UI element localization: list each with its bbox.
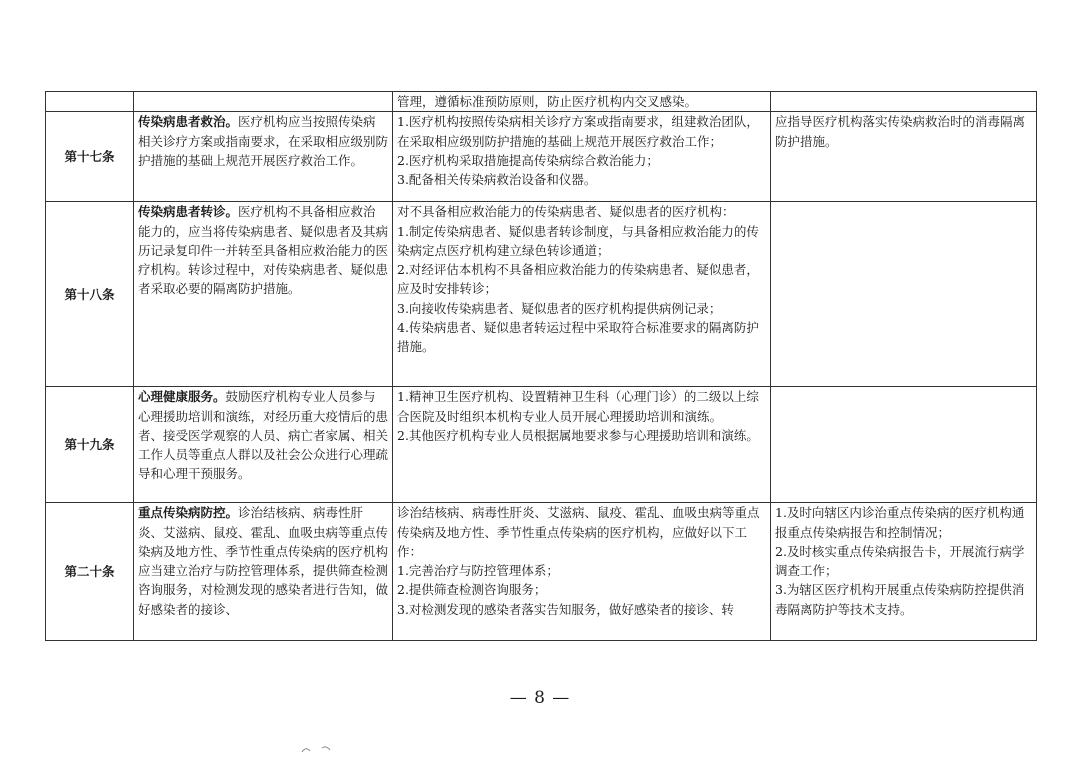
provision-cell: [134, 503, 393, 641]
measure-item: 1.精神卫生医疗机构、设置精神卫生科（心理门诊）的二级以上综合医院及时组织本机构专业人员开展心理援助培训和演练。: [397, 389, 759, 424]
measure-item: 1.制定传染病患者、疑似患者转诊制度，与具备相应救治能力的传染病定点医疗机构建立绿色转诊通道；: [397, 223, 759, 258]
measure-item: 3.向接收传染病患者、疑似患者的医疗机构提供病例记录；: [397, 300, 722, 316]
measures-cell: [393, 92, 771, 112]
measure-item: 诊治结核病、病毒性肝炎、艾滋病、鼠疫、霍乱、血吸虫病等重点传染病及地方性、季节性重点传染病的医疗机构，应做好以下工作：: [397, 505, 760, 559]
measure-item: 2.提供筛查检测咨询服务；: [397, 582, 547, 598]
provision-title: 传染病患者救治。: [138, 114, 239, 130]
table-row: [46, 92, 1037, 112]
table-row: [46, 503, 1037, 641]
measure-item: 管理，遵循标准预防原则，防止医疗机构内交叉感染。: [397, 94, 698, 109]
measure-item: 1.完善治疗与防控管理体系；: [397, 563, 559, 579]
supervision-cell: [771, 202, 1037, 387]
table-row: [46, 202, 1037, 387]
scan-smudge-icon: [300, 742, 340, 756]
measure-item: 2.其他医疗机构专业人员根据属地要求参与心理援助培训和演练。: [397, 427, 759, 443]
measures-cell: [393, 503, 771, 641]
supervision-item: 3.为辖区医疗机构开展重点传染病防控提供消毒隔离防护等技术支持。: [775, 582, 1025, 617]
article-number: [46, 92, 134, 112]
supervision-item: 应指导医疗机构落实传染病救治时的消毒隔离防护措施。: [775, 114, 1026, 149]
provision-title: 传染病患者转诊。: [138, 204, 239, 220]
measure-item: 4.传染病患者、疑似患者转运过程中采取符合标准要求的隔离防护措施。: [397, 320, 759, 355]
supervision-item: 1.及时向辖区内诊治重点传染病的医疗机构通报重点传染病报告和控制情况；: [775, 505, 1025, 540]
table-row: [46, 112, 1037, 202]
provision-title: 心理健康服务。: [138, 389, 226, 405]
article-number: 第十八条: [46, 202, 134, 387]
measure-item: 1.医疗机构按照传染病相关诊疗方案或指南要求，组建救治团队，在采取相应级别防护措施的基础上规范开展医疗救治工作；: [397, 114, 759, 149]
table-row: [46, 387, 1037, 503]
provision-text: 医疗机构不具备相应救治能力的，应当将传染病患者、疑似患者及其病历记录复印件一并转至具备相应救治能力的医疗机构。转诊过程中，对传染病患者、疑似患者采取必要的隔离防护措施。: [138, 204, 389, 297]
provision-cell: [134, 92, 393, 112]
measures-cell: [393, 202, 771, 387]
provision-text: 鼓励医疗机构专业人员参与心理援助培训和演练，对经历重大疫情后的患者、接受医学观察的人员、病亡者家属、相关工作人员等重点人群以及社会公众进行心理疏导和心理干预服务。: [138, 389, 389, 482]
supervision-cell: [771, 112, 1037, 202]
supervision-cell: [771, 387, 1037, 503]
measures-cell: [393, 112, 771, 202]
provision-title: 重点传染病防控。: [138, 505, 239, 521]
article-number: 第十九条: [46, 387, 134, 503]
measure-item: 2.对经评估本机构不具备相应救治能力的传染病患者、疑似患者，应及时安排转诊；: [397, 262, 759, 297]
supervision-item: 2.及时核实重点传染病报告卡，开展流行病学调查工作；: [775, 543, 1025, 579]
measure-item: 3.配备相关传染病救治设备和仪器。: [397, 172, 597, 188]
page-number: — 8 —: [509, 688, 571, 708]
article-number: 第二十条: [46, 503, 134, 641]
regulation-table: [45, 91, 1037, 641]
supervision-cell: [771, 503, 1037, 641]
supervision-cell: [771, 92, 1037, 112]
provision-cell: [134, 387, 393, 503]
measure-item: 对不具备相应救治能力的传染病患者、疑似患者的医疗机构：: [397, 204, 735, 220]
provision-cell: [134, 202, 393, 387]
provision-text: 医疗机构应当按照传染病相关诊疗方案或指南要求，在采取相应级别防护措施的基础上规范开展医疗救治工作。: [138, 114, 389, 168]
article-number: 第十七条: [46, 112, 134, 202]
provision-cell: [134, 112, 393, 202]
measure-item: 3.对检测发现的感染者落实告知服务，做好感染者的接诊、转: [397, 601, 734, 617]
measures-cell: [393, 387, 771, 503]
measure-item: 2.医疗机构采取措施提高传染病综合救治能力；: [397, 152, 659, 168]
provision-text: 诊治结核病、病毒性肝炎、艾滋病、鼠疫、霍乱、血吸虫病等重点传染病及地方性、季节性重点传染病的医疗机构应当建立治疗与防控管理体系，提供筛查检测咨询服务，对检测发现的感染者进行告知，做好感染者的接诊、: [138, 505, 389, 617]
